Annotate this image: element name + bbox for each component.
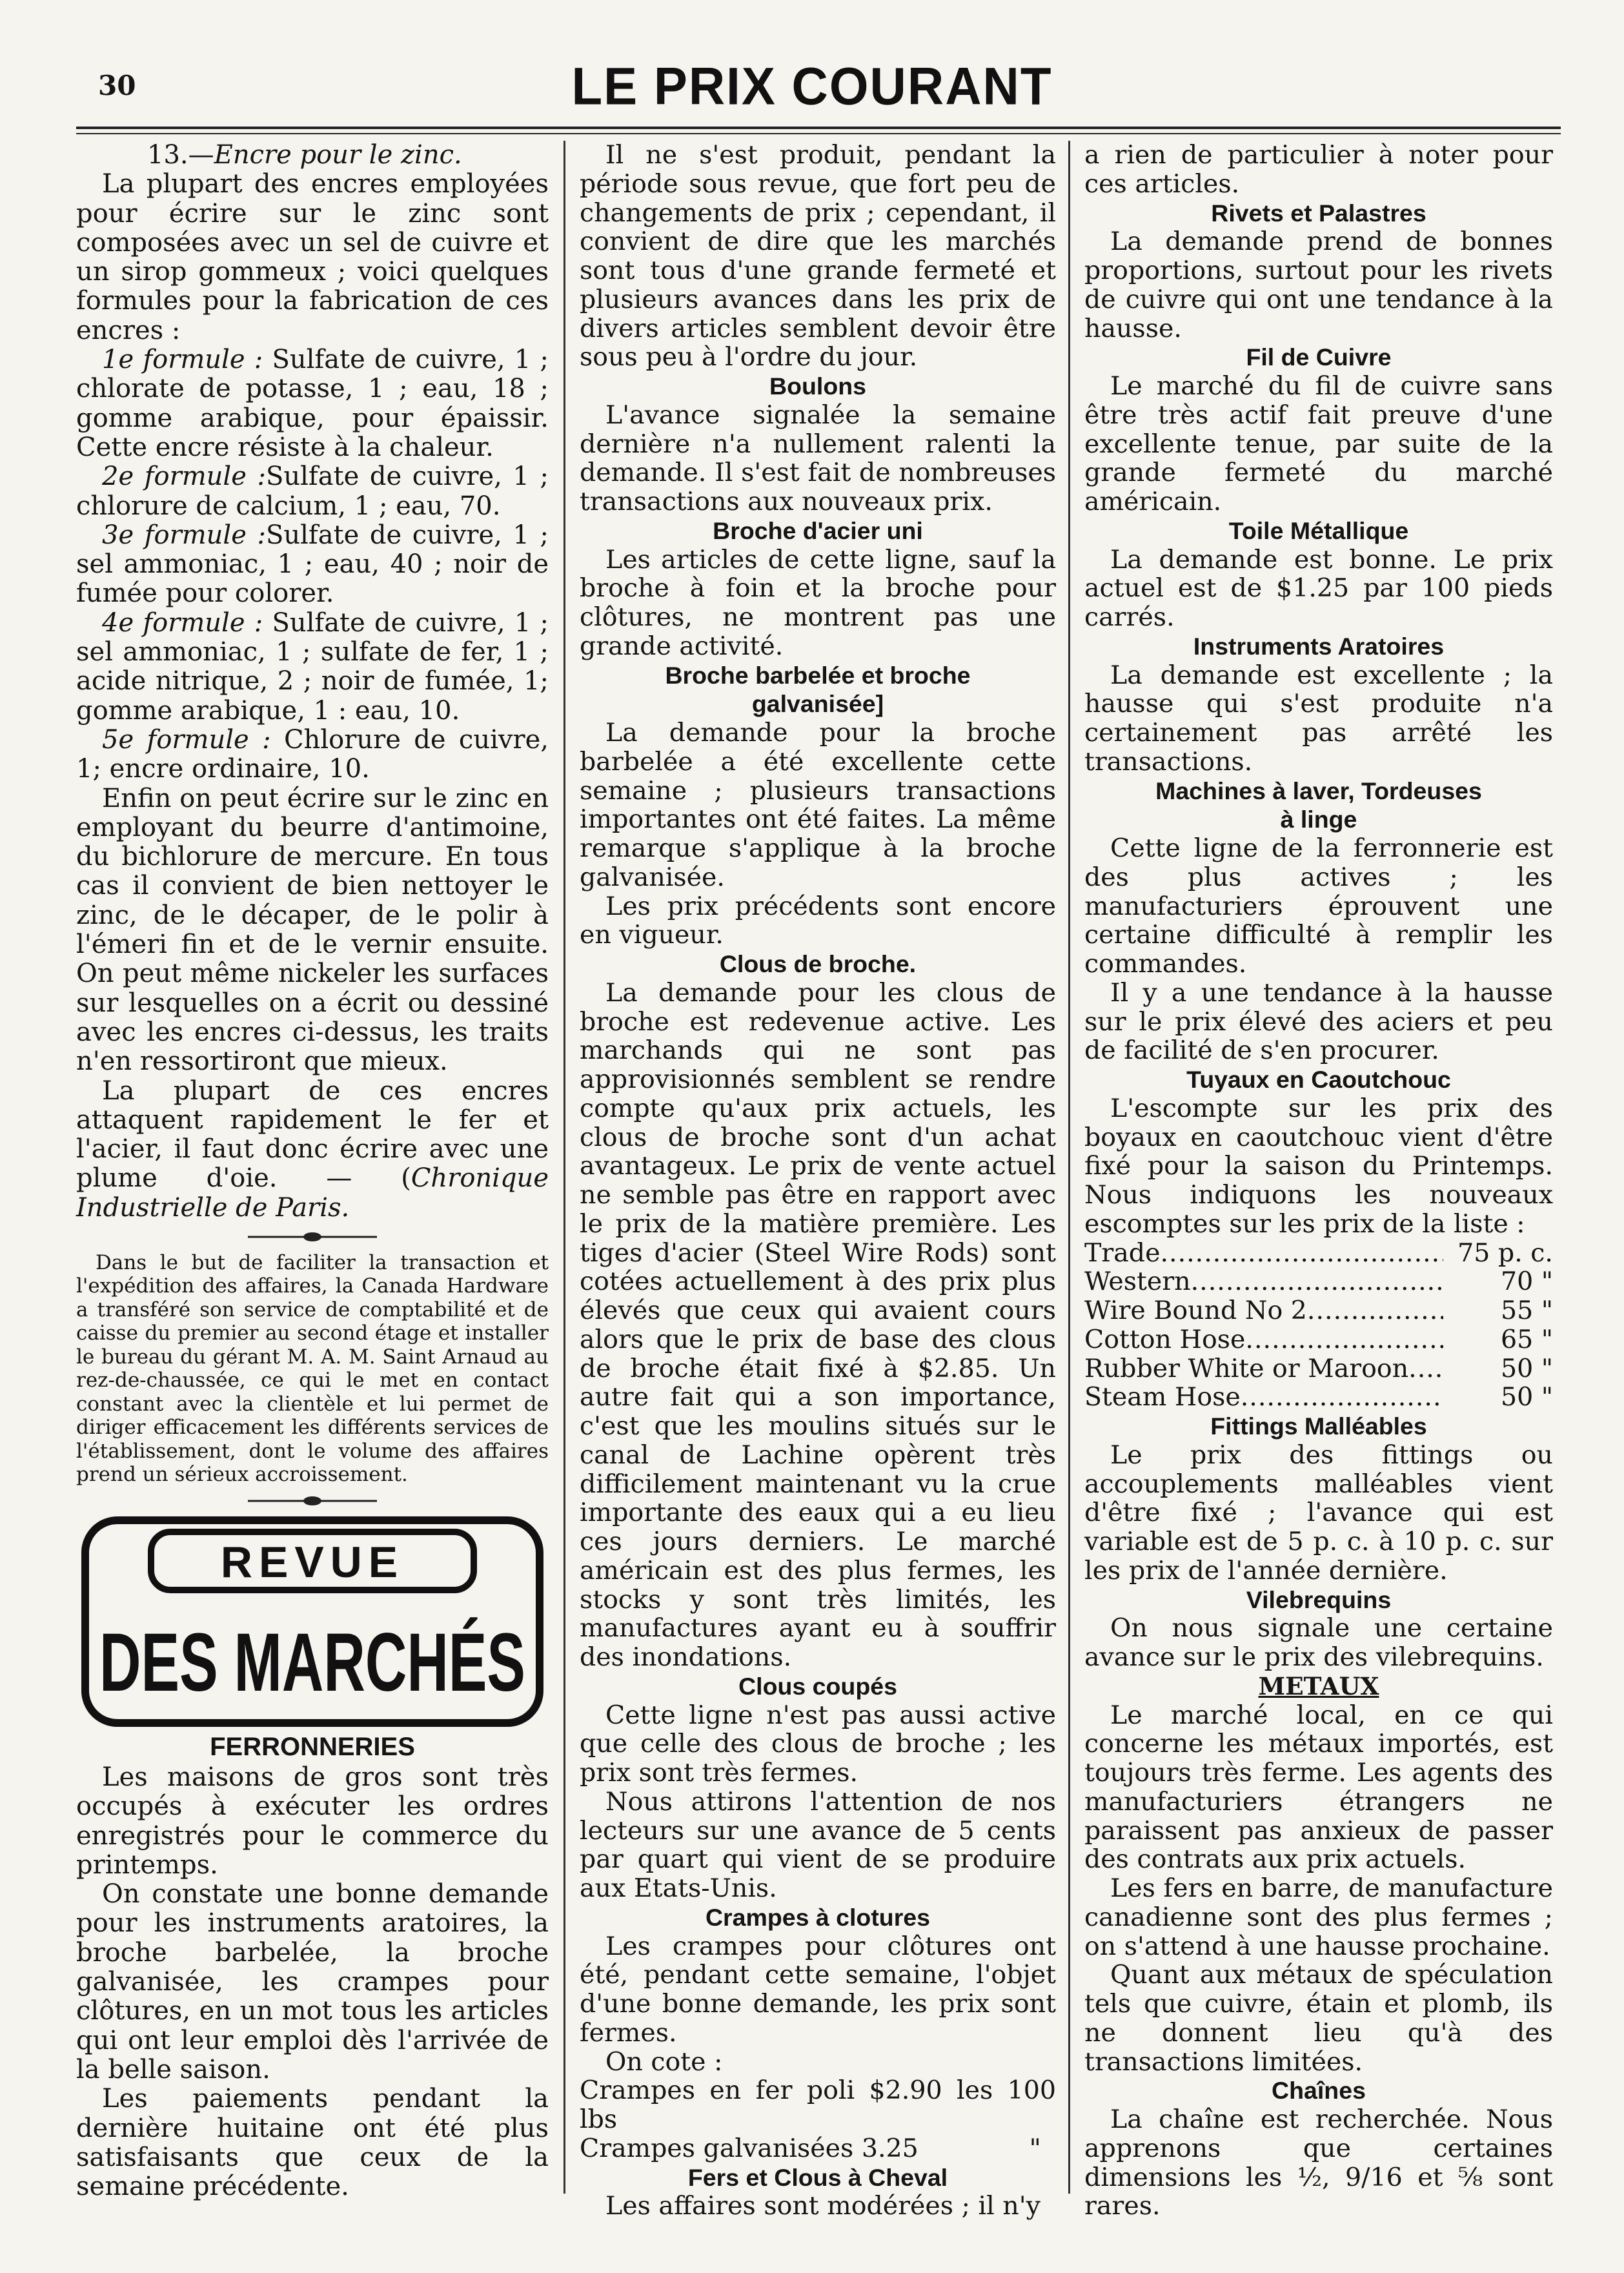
header-rule	[76, 127, 1561, 129]
paragraph: Les paiements pendant la dernière huitaine ont été plus satisfaisants que ceux de la semaine précédente.	[76, 2084, 549, 2202]
paragraph: La chaîne est recherchée. Nous apprenons que certaines dimensions les ½, 9/16 et ⅝ sont rares.	[1084, 2105, 1553, 2221]
paragraph: La demande pour la broche barbelée a été excellente cette semaine ; plusieurs transactions importantes ont été faites. La même remarque s'applique à la broche galvanisée.	[580, 718, 1056, 892]
paragraph: a rien de particulier à noter pour ces articles.	[1084, 140, 1553, 199]
paragraph: L'avance signalée la semaine dernière n'a nullement ralenti la demande. Il s'est fait de nombreuses transactions aux nouveaux prix.	[580, 400, 1056, 516]
subheading: Broche barbelée et broche galvanisée]	[665, 661, 971, 718]
paragraph: Le prix des fittings ou accouplements malléables vient d'être fixé ; l'avance qui est variable est de 5 p. c. à 10 p. c. sur les prix de l'année dernière.	[1084, 1440, 1553, 1585]
discount-row: Western ..... 70 "	[1084, 1267, 1553, 1296]
notice-text: Dans le but de faciliter la transaction et l'expédition des affaires, la Canada Hardware a transféré son service de comptabilité et de caisse du premier au second étage et installer le bureau du gérant M. A. M. Saint Arnaud au rez-de-chaussée, ce qui le met en contact constant avec la clientèle et lui permet de diriger efficacement les différents services de l'établissement, dont le volume des affaires prend un sérieux accroissement.	[76, 1250, 549, 1487]
paragraph: Les affaires sont modérées ; il n'y	[605, 2191, 1040, 2221]
ornament-divider	[248, 1494, 377, 1507]
subheading: Toile Métallique	[1228, 516, 1409, 544]
paragraph: Il y a une tendance à la hausse sur le prix élevé des aciers et peu de facilité de s'en procurer.	[1084, 977, 1553, 1066]
discount-row: Steam Hose ..... 50 "	[1084, 1383, 1553, 1412]
formula-4: 4e formule : Sulfate de cuivre, 1 ; sel ammoniac, 1 ; sulfate de fer, 1 ; acide nitrique, 2 ; noir de fumée, 1; gomme arabique, 1 : eau, 10.	[76, 607, 549, 726]
subheading: Fers et Clous à Cheval	[687, 2163, 948, 2191]
paragraph: Les fers en barre, de manufacture canadienne sont des plus fermes ; on s'attend à une hausse prochaine.	[1084, 1873, 1553, 1961]
price-quote: Crampes en fer poli $2.90 les 100 lbs	[580, 2075, 1056, 2134]
column-separator-2	[1068, 141, 1070, 2194]
subheading: Broche d'acier uni	[713, 516, 923, 544]
paragraph: Il ne s'est produit, pendant la période sous revue, que fort peu de changements de prix ; cependant, il convient de dire que les marchés sont tous d'une grande fermeté et plusieurs avances dans les prix de divers articles semblent devoir être sous peu à l'ordre du jour.	[580, 140, 1056, 372]
subheading: Vilebrequins	[1246, 1585, 1392, 1613]
paragraph: Le marché du fil de cuivre sans être très actif fait preuve d'une excellente tenue, par suite de la grande fermeté du marché américain.	[1084, 371, 1553, 516]
paragraph: Quant aux métaux de spéculation tels que cuivre, étain et plomb, ils ne donnent lieu qu'à des transactions limitées.	[1084, 1960, 1553, 2077]
discount-row: Rubber White or Maroon ..... 50 "	[1084, 1354, 1553, 1383]
paragraph: Les articles de cette ligne, sauf la broche à foin et la broche pour clôtures, ne montrent pas une grande activité.	[580, 544, 1056, 661]
formula-5: 5e formule : Chlorure de cuivre, 1; encre ordinaire, 10.	[76, 724, 549, 784]
section-heading: FERRONNERIES	[210, 1732, 415, 1761]
subheading: Machines à laver, Tordeuses à linge	[1155, 777, 1482, 833]
formula-1: 1e formule : Sulfate de cuivre, 1 ; chlorate de potasse, 1 ; eau, 18 ; gomme arabique, pour épaissir. Cette encre résiste à la chaleur.	[76, 345, 549, 462]
discount-row: Cotton Hose ..... 65 "	[1084, 1325, 1553, 1354]
article-title: 13.—Encre pour le zinc.	[147, 140, 462, 170]
price-quote: Crampes galvanisées 3.25 "	[580, 2133, 1041, 2163]
banner-main-text: DES MARCHÉS	[99, 1616, 525, 1709]
subheading: Instruments Aratoires	[1193, 632, 1445, 660]
paragraph: La plupart des encres employées pour écrire sur le zinc sont composées avec un sel de cuivre et un sirop gommeux ; voici quelques formules pour la fabrication de ces encres :	[76, 169, 549, 345]
formula-3: 3e formule :Sulfate de cuivre, 1 ; sel ammoniac, 1 ; eau, 40 ; noir de fumée pour colorer.	[76, 520, 549, 609]
subheading: Fil de Cuivre	[1246, 343, 1392, 371]
paragraph: Le marché local, en ce qui concerne les métaux importés, est toujours très ferme. Les agents des manufacturiers étrangers ne paraissent pas anxieux de passer des contrats aux prix actuels.	[1084, 1700, 1553, 1875]
subheading: Rivets et Palastres	[1211, 199, 1426, 227]
subheading: Chaînes	[1272, 2077, 1366, 2105]
paragraph: La plupart de ces encres attaquent rapidement le fer et l'acier, il faut donc écrire avec une plume d'oie. — (Chronique Industrielle de Paris.	[76, 1075, 549, 1223]
paragraph: L'escompte sur les prix des boyaux en caoutchouc vient d'être fixé pour la saison du Printemps. Nous indiquons les nouveaux escomptes sur les prix de la liste :	[1084, 1093, 1553, 1239]
subheading: Clous de broche.	[719, 950, 917, 977]
paragraph: La demande est bonne. Le prix actuel est de $1.25 par 100 pieds carrés.	[1084, 544, 1553, 632]
subheading: Fittings Malléables	[1210, 1412, 1427, 1440]
subheading: Clous coupés	[738, 1672, 897, 1700]
subheading: Crampes à clotures	[705, 1903, 931, 1931]
discount-row: Wire Bound No 2 ..... 55 "	[1084, 1296, 1553, 1325]
paragraph: On constate une bonne demande pour les instruments aratoires, la broche barbelée, la broche galvanisée, les crampes pour clôtures, en un mot tous les articles qui ont leur emploi dès l'arrivée de la belle saison.	[76, 1879, 549, 2084]
column-3	[1084, 141, 1553, 2221]
column-2	[580, 141, 1056, 2221]
subheading: Boulons	[769, 372, 866, 400]
paragraph: La demande prend de bonnes proportions, surtout pour les rivets de cuivre qui ont une tendance à la hausse.	[1084, 227, 1553, 343]
paragraph: Les maisons de gros sont très occupés à exécuter les ordres enregistrés pour le commerce du printemps.	[76, 1762, 549, 1880]
paragraph: Enfin on peut écrire sur le zinc en employant du beurre d'antimoine, du bichlorure de mercure. En tous cas il convient de bien nettoyer le zinc, de le décaper, de le polir à l'émeri fin et de le vernir ensuite. On peut même nickeler les surfaces sur lesquelles on a écrit ou dessiné avec les encres ci-dessus, les traits n'en ressortiront que mieux.	[76, 783, 549, 1077]
section-heading: METAUX	[1258, 1671, 1379, 1700]
formula-2: 2e formule :Sulfate de cuivre, 1 ; chlorure de calcium, 1 ; eau, 70.	[76, 462, 549, 521]
subheading: Tuyaux en Caoutchouc	[1186, 1066, 1451, 1093]
notice-box	[76, 1251, 549, 1487]
page-number: 30	[98, 70, 136, 101]
paragraph: La demande est excellente ; la hausse qui s'est produite n'a certainement pas arrêté les transactions.	[1084, 660, 1553, 777]
paragraph: Les prix précédents sont encore en vigueur.	[580, 891, 1056, 950]
paragraph: Cette ligne de la ferronnerie est des plus actives ; les manufacturiers éprouvent une certaine difficulté à remplir les commandes.	[1084, 833, 1553, 979]
paragraph: Cette ligne n'est pas aussi active que celle des clous de broche ; les prix sont très fermes.	[580, 1700, 1056, 1788]
paragraph: Nous attirons l'attention de nos lecteurs sur une avance de 5 cents par quart qui vient de se produire aux Etats-Unis.	[580, 1786, 1056, 1903]
discount-list	[1084, 1239, 1553, 1412]
column-separator-1	[563, 141, 565, 2194]
discount-row: Trade ..... 75 p. c.	[1084, 1239, 1553, 1268]
paragraph: On nous signale une certaine avance sur le prix des vilebrequins.	[1084, 1613, 1553, 1672]
revue-des-marches-banner	[80, 1515, 545, 1728]
banner-top-text: REVUE	[220, 1537, 405, 1587]
masthead-logo: LE PRIX COURANT	[571, 56, 1053, 116]
column-1	[76, 141, 549, 2201]
ornament-divider	[248, 1230, 377, 1243]
paragraph: La demande pour les clous de broche est redevenue active. Les marchands qui ne sont pas approvisionnés semblent se rendre compte qu'aux prix actuels, les clous de broche sont d'un achat avantageux. Le prix de vente actuel ne semble pas être en rapport avec le prix de la matière première. Les tiges d'acier (Steel Wire Rods) sont cotées actuellement à des prix plus élevés que ceux qui avaient cours alors que le prix de base des clous de broche était fixé à $2.85. Un autre fait qui a son importance, c'est que les moulins situés sur le canal de Lachine opèrent très difficilement maintenant vu la crue importante des eaux qui a eu lieu ces jours derniers. Le marché américain est des plus fermes, les stocks y sont très limités, les manufactures ayant eu à souffrir des inondations.	[580, 977, 1056, 1672]
header-rule-thin	[76, 133, 1561, 134]
paragraph: On cote :	[605, 2046, 723, 2077]
paragraph: Les crampes pour clôtures ont été, pendant cette semaine, l'objet d'une bonne demande, les prix sont fermes.	[580, 1931, 1056, 2048]
